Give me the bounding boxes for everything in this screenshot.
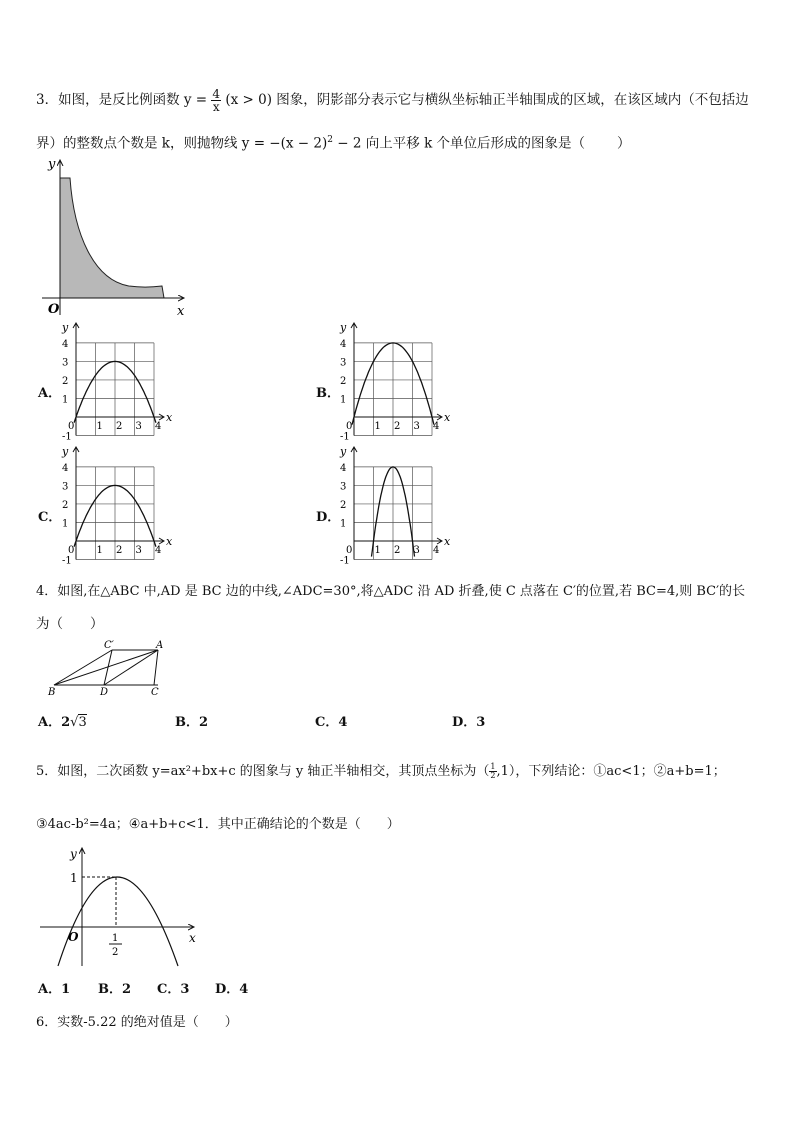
x-tick-label: 1 <box>96 545 103 556</box>
y-tick-label: -1 <box>62 431 72 440</box>
x-tick-label: 2 <box>394 545 401 556</box>
y-axis-label: y <box>70 847 77 861</box>
x-tick-label: 1 <box>374 421 381 432</box>
q3-func-lhs: y = <box>183 92 208 108</box>
x-tick-label: 1 <box>96 421 103 432</box>
q4-option-c: C．4 <box>315 715 348 730</box>
x-axis-label: x <box>166 535 173 548</box>
x-tick-label: 0 <box>68 545 75 556</box>
y-tick-label: 1 <box>340 394 347 406</box>
y-tick-label: 1 <box>340 518 347 530</box>
point-b-label: B <box>48 687 56 698</box>
y-tick-label: 1 <box>62 394 69 406</box>
vertex-x-numerator: 1 <box>112 933 119 944</box>
y-tick-label: 4 <box>340 338 347 350</box>
vertex-y-label: 1 <box>70 871 78 885</box>
q3-option-d-graph <box>336 446 456 564</box>
x-tick-label: 3 <box>135 421 142 432</box>
q5-option-a: A．1 <box>38 982 71 997</box>
y-axis-label: y <box>62 446 69 458</box>
q5-option-b: B．2 <box>98 982 132 997</box>
y-tick-label: 2 <box>340 375 347 387</box>
y-tick-label: 4 <box>62 462 69 474</box>
q5-vertex-fraction: $\frac{1}{2}$ <box>490 762 496 780</box>
y-tick-label: 2 <box>62 499 69 511</box>
origin-label: O <box>48 302 60 317</box>
q4-option-b: B．2 <box>175 715 209 730</box>
q4-option-d: D．3 <box>452 715 486 730</box>
q3-number: 3．如图，是反比例函数 <box>36 92 180 108</box>
x-tick-label: 1 <box>374 545 381 556</box>
point-a-label: A <box>156 640 164 651</box>
point-d-label: D <box>100 687 109 698</box>
origin-label: O <box>68 930 79 944</box>
x-axis-label: x <box>189 931 196 945</box>
x-tick-label: 4 <box>433 545 440 556</box>
q3-hyperbola-figure <box>34 155 194 320</box>
q4-triangle-figure <box>44 640 174 698</box>
q5-parabola-figure <box>36 842 206 970</box>
x-tick-label: 0 <box>346 545 353 556</box>
x-axis-label: x <box>177 304 185 319</box>
x-tick-label: 3 <box>413 545 420 556</box>
x-tick-label: 4 <box>433 421 440 432</box>
y-tick-label: 2 <box>340 499 347 511</box>
q5-line1: 5．如图，二次函数 y=ax²+bx+c 的图象与 y 轴正半轴相交，其顶点坐标为（ $\frac{1}{2}$ ,1），下列结论：①ac<1；②a+b=1； <box>36 762 726 780</box>
x-tick-label: 3 <box>413 421 420 432</box>
y-tick-label: 3 <box>340 357 347 369</box>
q5-option-c: C．3 <box>157 982 190 997</box>
y-tick-label: 4 <box>340 462 347 474</box>
y-tick-label: 4 <box>62 338 69 350</box>
x-tick-label: 0 <box>68 421 75 432</box>
x-axis-label: x <box>166 411 173 424</box>
y-tick-label: 2 <box>62 375 69 387</box>
x-tick-label: 2 <box>116 421 123 432</box>
y-tick-label: -1 <box>340 555 350 564</box>
q3-parabola: y = −(x − 2) <box>241 135 328 152</box>
q3-option-a-label: A． <box>38 386 62 401</box>
point-cprime-label: C′ <box>104 640 114 651</box>
q3-fraction: $\frac{4}{x}$ <box>212 87 221 114</box>
q3-option-b-graph <box>336 322 456 440</box>
q3-option-d-label: D． <box>316 510 341 525</box>
q3-text: 图象，阴影部分表示它与横纵坐标轴正半轴围成的区域，在该区域内（不包括边 <box>276 92 749 108</box>
x-tick-label: 4 <box>155 545 162 556</box>
y-tick-label: 1 <box>62 518 69 530</box>
q4-line2: 为（ ） <box>36 616 104 632</box>
x-axis-label: x <box>444 411 451 424</box>
y-tick-label: -1 <box>62 555 72 564</box>
q3-option-c-graph <box>58 446 178 564</box>
y-axis-label: y <box>62 322 69 334</box>
q5-line2: ③4ac-b²=4a；④a+b+c<1．其中正确结论的个数是（ ） <box>36 817 400 832</box>
x-tick-label: 2 <box>394 421 401 432</box>
q3-line2: 界）的整数点个数是 k，则抛物线 $y = -(x - 2)^2 - 2$ 向上平移 k 个单位后形成的图象是（ ） <box>36 135 631 152</box>
shaded-region <box>60 178 164 298</box>
point-c-label: C <box>151 687 159 698</box>
y-tick-label: 3 <box>340 481 347 493</box>
x-tick-label: 3 <box>135 545 142 556</box>
y-axis-label: y <box>340 446 347 458</box>
q4-line1: 4．如图,在△ABC 中,AD 是 BC 边的中线,∠ADC=30°,将△ADC 沿 AD 折叠,使 C 点落在 C′的位置,若 BC=4,则 BC′的长 <box>36 584 746 599</box>
x-tick-label: 2 <box>116 545 123 556</box>
q3-option-c-label: C． <box>38 510 62 525</box>
q3-option-b-label: B． <box>316 386 340 401</box>
y-tick-label: -1 <box>340 431 350 440</box>
y-axis-label: y <box>340 322 347 334</box>
q5-option-d: D．4 <box>215 982 249 997</box>
vertex-x-denominator: 2 <box>112 947 119 958</box>
q6-line: 6．实数-5.22 的绝对值是（ ） <box>36 1015 238 1030</box>
q3-condition: (x > 0) <box>225 92 272 108</box>
y-tick-label: 3 <box>62 481 69 493</box>
q3-line1 <box>36 88 749 113</box>
x-axis-label: x <box>444 535 451 548</box>
q4-option-a: A．2√3 <box>38 715 87 730</box>
q3-option-a-graph <box>58 322 178 440</box>
x-tick-label: 0 <box>346 421 353 432</box>
y-tick-label: 3 <box>62 357 69 369</box>
y-axis-label: y <box>48 157 56 172</box>
x-tick-label: 4 <box>155 421 162 432</box>
